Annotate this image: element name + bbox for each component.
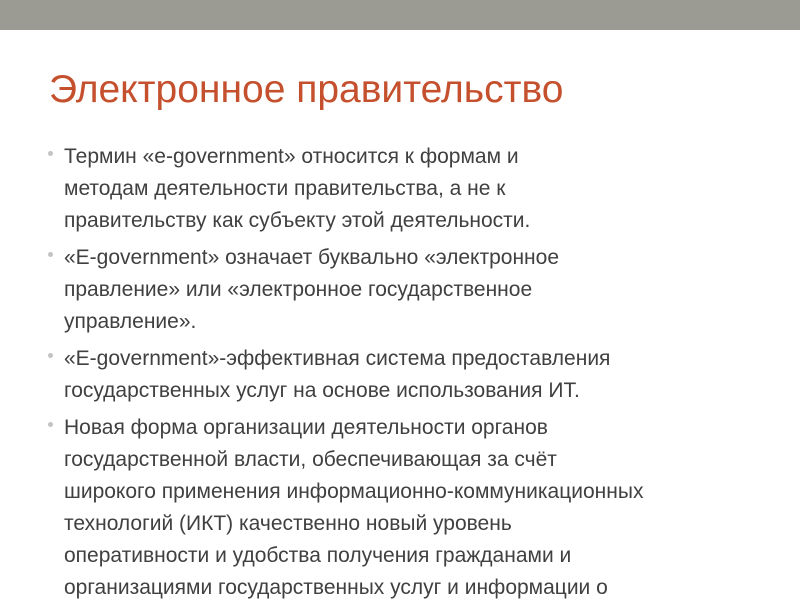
bullet-dot-icon	[48, 353, 53, 358]
bullet-text-line: методам деятельности правительства, а не к	[64, 177, 506, 200]
bullet-dot-icon	[48, 422, 53, 427]
bullet-item	[48, 141, 768, 237]
bullet-dot-icon	[48, 151, 53, 156]
bullet-text-line: управление».	[64, 310, 197, 333]
bullet-item	[48, 242, 768, 338]
top-bar	[0, 0, 800, 30]
bullet-text-line: «E-government» означает буквально «электронное	[64, 246, 560, 269]
bullet-item	[48, 343, 768, 407]
bullet-text-line: государственных услуг на основе использования ИТ.	[64, 379, 580, 402]
bullet-text-line: оперативности и удобства получения гражданами и	[64, 544, 572, 567]
bullet-list	[48, 141, 768, 600]
bullet-text-line: государственной власти, обеспечивающая за счёт	[64, 448, 557, 471]
bullet-dot-icon	[48, 252, 53, 257]
slide-title: Электронное правительство	[49, 68, 564, 111]
bullet-item	[48, 412, 768, 600]
bullet-text-line: Новая форма организации деятельности органов	[64, 416, 548, 439]
bullet-text-line: правительству как субъекту этой деятельности.	[64, 209, 531, 232]
bullet-text-line: широкого применения информационно-коммуникационных	[64, 480, 644, 503]
bullet-text-line: «E-government»-эффективная система предоставления	[64, 347, 611, 370]
bullet-text-line: технологий (ИКТ) качественно новый уровень	[64, 512, 512, 535]
bullet-text-line: Термин «e-government» относится к формам и	[64, 145, 519, 168]
bullet-text-line: правление» или «электронное государственное	[64, 278, 533, 301]
bullet-text-line: организациями государственных услуг и информации о	[64, 576, 608, 599]
